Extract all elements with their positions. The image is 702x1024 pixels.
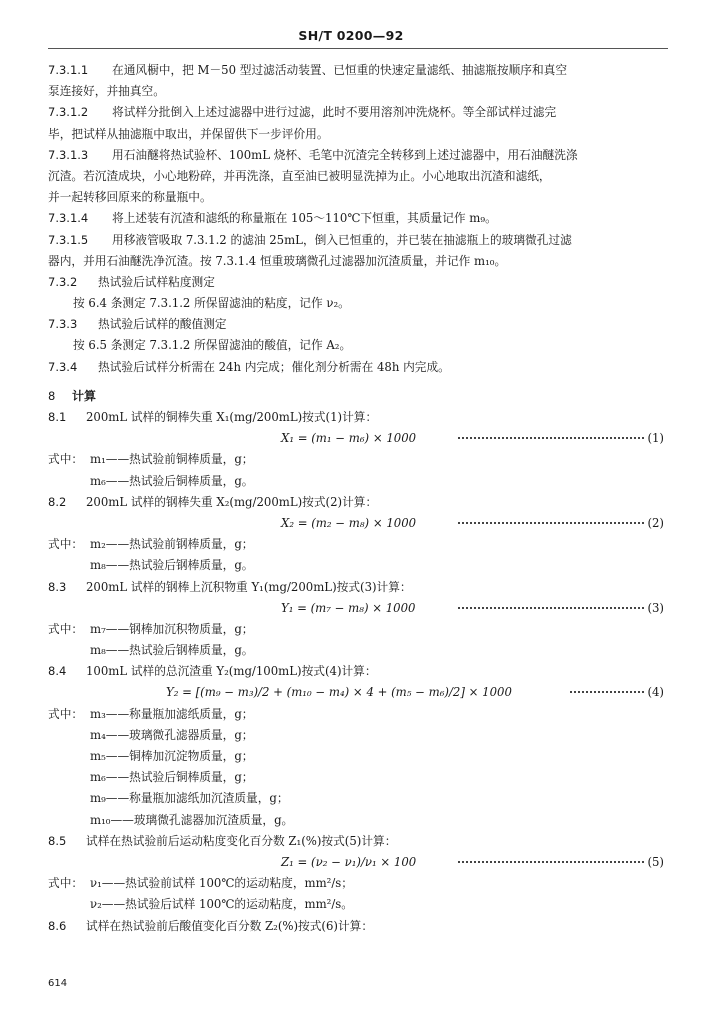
variable-definition: m₁₀——玻璃微孔滤器加沉渣质量，g。 — [90, 812, 294, 827]
variable-definition: 式中： m₂——热试验前钢棒质量，g； — [48, 537, 254, 552]
document-body: 7.3.1.1 在通风橱中，把 M－50 型过滤活动装置、已恒重的快速定量滤纸、抽滤瓶按顺序和真空 泵连接好，并抽真空。 7.3.1.2 将试样分批倒入上述过滤器中进行过滤，此时不要用溶剂冲洗烧杯。等全部试样过滤完 毕，把试样从抽滤瓶中取出，并保留供下一步评价用。 7.3.1.3 用石油醚将热试验杯、100mL 烧杯、毛笔中沉渣完全转移到上述过滤器中，用石油醚洗涤 沉渣。若沉渣成块，小心地粉碎，并再洗涤，直至油已被明显洗掉为止。小心地取出沉渣和滤纸， 并一起转移回原来的称量瓶中。 7.3.1.4 将上述装有沉渣和滤纸的称量瓶在 105～110℃下恒重，其质量记作 m₉。 7.3.1.5 用移液管吸取 7.3.1.2 的滤油 25mL，倒入已恒重的，并已装在抽滤瓶上的玻璃微孔过滤 器内，并用石油醚洗净沉渣。按 7.3.1.4 恒重玻璃微孔过滤器加沉渣质量，并记作 m₁₀。 7.3.2 热试验后试样粘度测定 按 6.4 条测定 7.3.1.2 所保留滤油的粘度，记作 ν₂。 7.3.3 热试验后试样的酸值测定 按 6.5 条测定 7.3.1.2 所保留滤油的酸值，记作 A₂。 7.3.4 热试验后试样分析需在 24h 内完成；催化剂分析需在 48h 内完成。 8 计算 8.1 200mL 试样的铜棒失重 X₁(mg/200mL)按式(1)计算： X₁ = (m₁ − m₆) × 1000 (1) 式中： m₁——热试验前铜棒质量，g； m₆——热试验后铜棒质量，g。 8.2 200mL 试样的钢棒失重 X₂(mg/200mL)按式(2)计算： X₂ = (m₂ − m₈) × 1000 (2) 式中： m₂——热试验前钢棒质量，g； m₈——热试验后钢棒质量，g。 8.3 200mL 试样的钢棒上沉积物重 Y₁(mg/200mL)按式(3)计算： Y₁ = (m₇ − m₈) × 1000 (3) 式中： m₇——钢棒加沉积物质量，g； m₈——热试验后钢棒质量，g。 8.4 100mL 试样的总沉渣重 Y₂(mg/100mL)按式(4)计算： Y₂ = [(m₉ − m₃)/2 + (m₁₀ − m₄) × 4 + (m₅ − m₆)/2] × 1000 (4) 式中： m₃——称量瓶加滤纸质量，g； m₄——玻璃微孔滤器质量，g； m₅——铜棒加沉淀物质量，g； m₆——热试验后铜棒质量，g； m₉——称量瓶加滤纸加沉渣质量，g； m₁₀——玻璃微孔滤器加沉渣质量，g。 8.5 试样在热试验前后运动粘度变化百分数 Z₁(%)按式(5)计算： Z₁ = (ν₂ − ν₁)/ν₁ × 100 (5) 式中： ν₁——热试验前试样 100℃的运动粘度，mm²/s； ν₂——热试验后试样 100℃的运动粘度，mm²/s。 8.6 试样在热试验前后酸值变化百分数 Z₂(%)按式(6)计算： — [48, 60, 668, 937]
variable-definition: m₄——玻璃微孔滤器质量，g； — [90, 727, 254, 742]
clause-8-5: 8.5 试样在热试验前后运动粘度变化百分数 Z₁(%)按式(5)计算： — [48, 833, 397, 848]
page-number: 614 — [48, 978, 68, 989]
clause-7-3-1-5: 7.3.1.5 用移液管吸取 7.3.1.2 的滤油 25mL，倒入已恒重的，并已装在抽滤瓶上的玻璃微孔过滤 — [48, 232, 572, 247]
variable-definition: m₅——铜棒加沉淀物质量，g； — [90, 749, 254, 763]
variable-definition: ν₂——热试验后试样 100℃的运动粘度，mm²/s。 — [90, 897, 353, 912]
standard-code-header: SH/T 0200—92 — [298, 28, 404, 43]
clause-7-3-1-3: 7.3.1.3 用石油醚将热试验杯、100mL 烧杯、毛笔中沉渣完全转移到上述过滤器中，用石油醚洗涤 — [48, 147, 578, 162]
clause-7-3-1-4: 7.3.1.4 将上述装有沉渣和滤纸的称量瓶在 105～110℃下恒重，其质量记作 m₉。 — [48, 211, 497, 226]
clause-7-3-3-text: 按 6.5 条测定 7.3.1.2 所保留滤油的酸值，记作 A₂。 — [73, 338, 352, 353]
formula-5: Z₁ = (ν₂ − ν₁)/ν₁ × 100 (5) — [281, 854, 664, 869]
variable-definition: 式中： m₃——称量瓶加滤纸质量，g； — [48, 706, 254, 721]
clause-7-3-3-title: 7.3.3 热试验后试样的酸值测定 — [48, 317, 227, 332]
clause-8-4: 8.4 100mL 试样的总沉渣重 Y₂(mg/100mL)按式(4)计算： — [48, 664, 377, 679]
formula-2: X₂ = (m₂ − m₈) × 1000 (2) — [281, 515, 664, 530]
variable-definition: 式中： m₇——钢棒加沉积物质量，g； — [48, 621, 254, 636]
clause-8-1: 8.1 200mL 试样的铜棒失重 X₁(mg/200mL)按式(1)计算： — [48, 410, 378, 424]
variable-definition: m₆——热试验后铜棒质量，g； — [90, 770, 254, 785]
variable-definition: m₈——热试验后钢棒质量，g。 — [90, 558, 254, 573]
variable-definition: m₉——称量瓶加滤纸加沉渣质量，g； — [90, 791, 289, 806]
clause-8-3: 8.3 200mL 试样的钢棒上沉积物重 Y₁(mg/200mL)按式(3)计算： — [48, 579, 412, 594]
variable-definition: m₆——热试验后铜棒质量，g。 — [90, 473, 254, 488]
formula-1: X₁ = (m₁ − m₆) × 1000 (1) — [281, 431, 664, 446]
clause-7-3-1-2: 7.3.1.2 将试样分批倒入上述过滤器中进行过滤，此时不要用溶剂冲洗烧杯。等全部试样过滤完 — [48, 105, 557, 120]
clause-7-3-1-1: 7.3.1.1 在通风橱中，把 M－50 型过滤活动装置、已恒重的快速定量滤纸、抽滤瓶按顺序和真空 — [48, 63, 568, 77]
clause-8-6: 8.6 试样在热试验前后酸值变化百分数 Z₂(%)按式(6)计算： — [48, 918, 374, 933]
variable-definition: 式中： m₁——热试验前铜棒质量，g； — [48, 452, 254, 467]
variable-definition: m₈——热试验后钢棒质量，g。 — [90, 643, 254, 658]
header-rule — [48, 48, 668, 49]
clause-8-2: 8.2 200mL 试样的钢棒失重 X₂(mg/200mL)按式(2)计算： — [48, 494, 378, 509]
clause-7-3-2-text: 按 6.4 条测定 7.3.1.2 所保留滤油的粘度，记作 ν₂。 — [73, 296, 350, 311]
clause-7-3-4: 7.3.4 热试验后试样分析需在 24h 内完成；催化剂分析需在 48h 内完成。 — [48, 359, 450, 374]
formula-3: Y₁ = (m₇ − m₈) × 1000 (3) — [281, 600, 664, 615]
clause-7-3-2-title: 7.3.2 热试验后试样粘度测定 — [48, 274, 215, 289]
section-8-heading: 8 计算 — [48, 388, 97, 403]
formula-4: Y₂ = [(m₉ − m₃)/2 + (m₁₀ − m₄) × 4 + (m₅ − m₆)/2] × 1000 (4) — [166, 685, 664, 700]
variable-definition: 式中： ν₁——热试验前试样 100℃的运动粘度，mm²/s； — [48, 876, 353, 891]
